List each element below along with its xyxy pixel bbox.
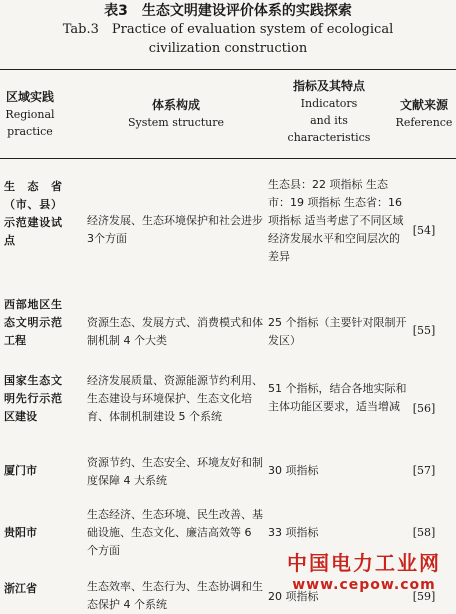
- header-rule: [0, 158, 456, 159]
- header-ref-zh: 文献来源: [399, 98, 448, 112]
- row-system: 资源生态、发展方式、消费模式和体制机制 4 个大类: [87, 316, 263, 347]
- watermark-name: 中国电力工业网: [287, 551, 441, 575]
- row-system: 生态经济、生态环境、民生改善、基础设施、生态文化、廉洁高效等 6 个方面: [87, 508, 263, 557]
- caption-en-line2: civilization construction: [148, 41, 308, 56]
- row-reference: [57]: [412, 464, 436, 477]
- row-reference: [58]: [412, 526, 436, 539]
- row-reference: [59]: [412, 590, 436, 603]
- table-caption-en: [0, 20, 456, 58]
- row-region: 国家生态文明先行示范区建设: [4, 374, 62, 423]
- row-indicators: 生态县：22 项指标 生态市：19 项指标 生态省：16 项指标 适当考虑了不同区域经济发展水平和空间层次的差异: [268, 178, 404, 263]
- header-reference: [392, 97, 456, 131]
- row-system: 生态效率、生态行为、生态协调和生态保护 4 个系统: [87, 580, 263, 611]
- row-region: 西部地区生态文明示范工程: [4, 298, 62, 347]
- row-reference: [55]: [412, 324, 436, 337]
- row-indicators: 30 项指标: [268, 464, 319, 477]
- header-region-en2: practice: [7, 125, 53, 138]
- row-reference: [54]: [412, 224, 436, 237]
- row-region: 贵阳市: [4, 526, 37, 539]
- row-system: 经济发展质量、资源能源节约利用、生态建设与环境保护、生态文化培育、体制机制建设 5 个系统: [87, 374, 263, 423]
- row-reference: [56]: [412, 402, 436, 415]
- row-system: 资源节约、生态安全、环境友好和制度保障 4 大系统: [87, 456, 263, 487]
- header-system: [90, 97, 262, 131]
- row-region: 浙江省: [4, 582, 37, 595]
- row-indicators: 51 个指标，结合各地实际和主体功能区要求，适当增减: [268, 382, 407, 413]
- header-indicators: [268, 78, 390, 146]
- header-indic-en1: Indicators: [300, 97, 358, 110]
- table-caption-zh: 表3 生态文明建设评价体系的实践探索: [104, 3, 352, 19]
- caption-en-line1: Tab.3 Practice of evaluation system of ecological: [62, 22, 394, 37]
- watermark-url: www.cepow.com: [292, 577, 436, 593]
- header-region-zh: 区域实践: [5, 90, 54, 104]
- header-ref-en: Reference: [395, 116, 453, 129]
- top-rule: [0, 69, 456, 70]
- row-indicators: 20 项指标: [268, 590, 319, 603]
- row-system: 经济发展、生态环境保护和社会进步3个方面: [87, 214, 263, 245]
- row-region: 厦门市: [4, 464, 37, 477]
- row-region: 生态省（市、县）示范建设试点: [4, 180, 62, 247]
- row-indicators: 33 项指标: [268, 526, 319, 539]
- header-indic-zh: 指标及其特点: [292, 79, 365, 93]
- header-indic-en3: characteristics: [287, 131, 371, 144]
- row-indicators: 25 个指标（主要针对限制开发区）: [268, 316, 407, 347]
- header-region-en1: Regional: [5, 108, 55, 121]
- header-indic-en2: and its: [310, 114, 348, 127]
- header-region: [0, 89, 60, 140]
- header-system-en: System structure: [127, 116, 225, 129]
- header-system-zh: 体系构成: [151, 98, 200, 112]
- watermark-logo: [276, 550, 452, 614]
